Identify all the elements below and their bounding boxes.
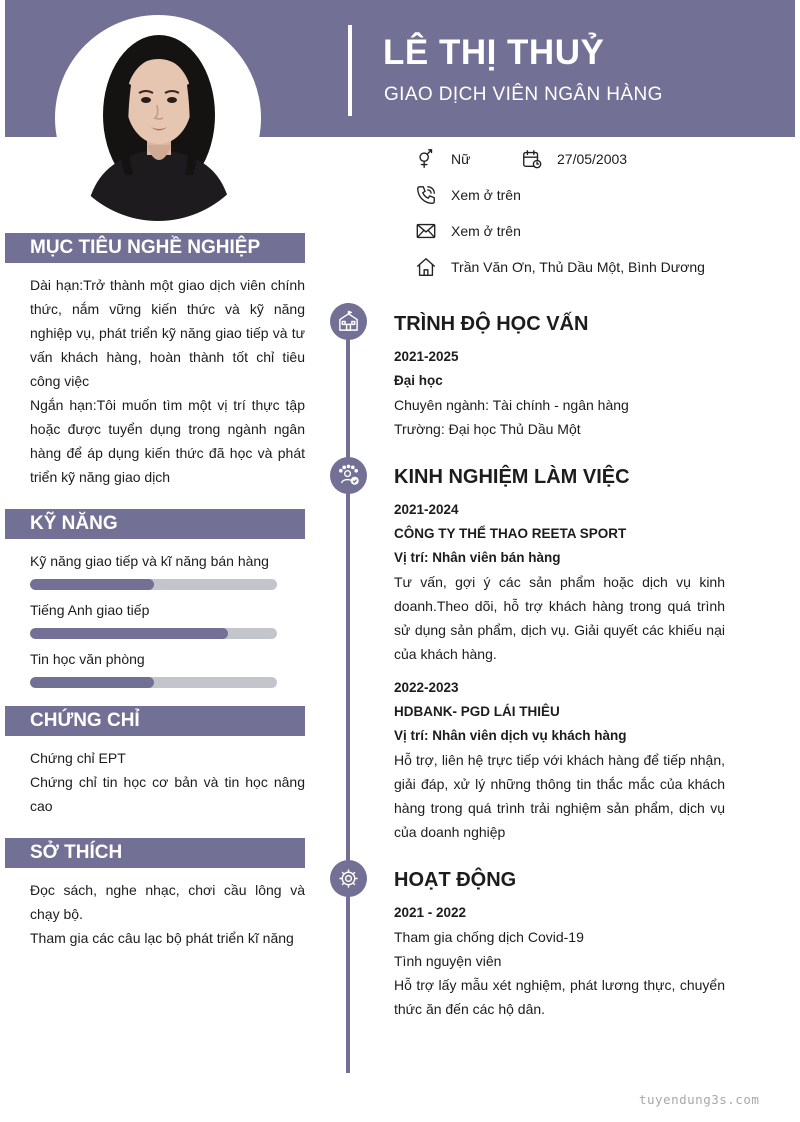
education-period: 2021-2025 bbox=[394, 349, 459, 364]
contact-email bbox=[415, 220, 521, 242]
job-position: Vị trí: Nhân viên dịch vụ khách hàng bbox=[394, 728, 627, 743]
job-description: Tư vấn, gợi ý các sản phẩm hoặc dịch vụ kinh doanh.Theo dõi, hỗ trợ khách hàng trong quá trình sử dụng sản phẩm, dịch vụ. Giải quyết các khiếu nại của khách hàng. bbox=[394, 574, 725, 662]
portrait-photo bbox=[55, 15, 261, 221]
skill-item bbox=[30, 649, 277, 688]
job-company: CÔNG TY THỂ THAO REETA SPORT bbox=[394, 526, 627, 541]
certificates-heading: CHỨNG CHỈ bbox=[5, 706, 305, 736]
job-title: GIAO DỊCH VIÊN NGÂN HÀNG bbox=[384, 84, 663, 105]
skill-bar-track bbox=[30, 628, 277, 639]
team-icon bbox=[337, 464, 360, 487]
skill-bar-track bbox=[30, 579, 277, 590]
skills-heading: KỸ NĂNG bbox=[5, 509, 305, 539]
experience-heading: KINH NGHIỆM LÀM VIỆC bbox=[394, 466, 630, 488]
phone-value: Xem ở trên bbox=[451, 187, 521, 203]
education-icon-badge bbox=[330, 303, 367, 340]
gender-icon bbox=[415, 148, 437, 170]
calendar-icon bbox=[521, 148, 543, 170]
experience-icon-badge bbox=[330, 457, 367, 494]
experience-job bbox=[394, 676, 725, 844]
activity-item: Tình nguyện viên bbox=[394, 953, 502, 969]
hobbies-list bbox=[30, 878, 305, 950]
contact-birthdate bbox=[521, 148, 627, 170]
objective-long-term: Dài hạn:Trở thành một giao dịch viên chính thức, nắm vững kiến thức và kỹ năng nghiệp vụ, phát triển kỹ năng giao tiếp và tư vấn khách hàng, hoàn thành tốt chỉ tiêu công việc bbox=[30, 277, 305, 389]
header-divider bbox=[348, 25, 352, 116]
skill-bar-fill bbox=[30, 579, 154, 590]
skill-label: Kỹ năng giao tiếp và kĩ năng bán hàng bbox=[30, 553, 269, 569]
activities-block bbox=[394, 901, 725, 1021]
skill-item bbox=[30, 600, 277, 639]
activities-period: 2021 - 2022 bbox=[394, 905, 467, 920]
experience-job bbox=[394, 498, 725, 666]
skill-bar-fill bbox=[30, 628, 228, 639]
skill-label: Tin học văn phòng bbox=[30, 651, 145, 667]
skill-bar-fill bbox=[30, 677, 154, 688]
activities-heading: HOẠT ĐỘNG bbox=[394, 869, 517, 891]
candidate-name: LÊ THỊ THUỶ bbox=[383, 33, 605, 72]
school-icon bbox=[337, 310, 360, 333]
skill-label: Tiếng Anh giao tiếp bbox=[30, 602, 150, 618]
hobby-item: Đọc sách, nghe nhạc, chơi cầu lông và chạy bộ. bbox=[30, 882, 305, 922]
gender-value: Nữ bbox=[451, 151, 471, 167]
objective-text bbox=[30, 273, 305, 489]
skill-item bbox=[30, 551, 277, 590]
envelope-icon bbox=[415, 220, 437, 242]
hobby-item: Tham gia các câu lạc bộ phát triển kĩ năng bbox=[30, 930, 294, 946]
hobbies-heading: SỞ THÍCH bbox=[5, 838, 305, 868]
home-icon bbox=[415, 256, 437, 278]
activity-item: Hỗ trợ lấy mẫu xét nghiệm, phát lương thực, chuyển thức ăn đến các hộ dân. bbox=[394, 977, 725, 1017]
job-description: Hỗ trợ, liên hệ trực tiếp với khách hàng để tiếp nhận, giải đáp, xử lý những thông tin thắc mắc của khách hàng trong quá trình trải nghiệm sản phẩm, dịch vụ của doanh nghiệp bbox=[394, 752, 725, 840]
job-period: 2021-2024 bbox=[394, 502, 459, 517]
contact-gender bbox=[415, 148, 470, 170]
avatar bbox=[55, 15, 261, 221]
certificate-item: Chứng chỉ EPT bbox=[30, 750, 126, 766]
activities-icon-badge bbox=[330, 860, 367, 897]
certificates-list bbox=[30, 746, 305, 818]
objective-short-term: Ngắn hạn:Tôi muốn tìm một vị trí thực tập hoặc được tuyển dụng trong ngành ngân hàng để áp dụng kiến thức đã học và phát triển kỹ năng giao dịch bbox=[30, 397, 305, 485]
skill-bar-track bbox=[30, 677, 277, 688]
gear-icon bbox=[337, 867, 360, 890]
activity-item: Tham gia chống dịch Covid-19 bbox=[394, 929, 584, 945]
certificate-item: Chứng chỉ tin học cơ bản và tin học nâng cao bbox=[30, 774, 305, 814]
education-degree: Đại học bbox=[394, 373, 443, 388]
birthdate-value: 27/05/2003 bbox=[557, 151, 628, 167]
job-company: HDBANK- PGD LÁI THIÊU bbox=[394, 704, 560, 719]
address-value: Trần Văn Ơn, Thủ Dầu Một, Bình Dương bbox=[451, 259, 705, 275]
education-block bbox=[394, 345, 725, 441]
education-major: Chuyên ngành: Tài chính - ngân hàng bbox=[394, 397, 629, 413]
education-school: Trường: Đại học Thủ Dầu Một bbox=[394, 421, 581, 437]
contact-phone bbox=[415, 184, 521, 206]
timeline-line bbox=[346, 303, 350, 1073]
education-heading: TRÌNH ĐỘ HỌC VẤN bbox=[394, 313, 589, 335]
watermark: tuyendung3s.com bbox=[639, 1092, 760, 1107]
job-period: 2022-2023 bbox=[394, 680, 459, 695]
contact-address bbox=[415, 256, 705, 278]
objective-heading: MỤC TIÊU NGHỀ NGHIỆP bbox=[5, 233, 305, 263]
job-position: Vị trí: Nhân viên bán hàng bbox=[394, 550, 561, 565]
phone-icon bbox=[415, 184, 437, 206]
email-value: Xem ở trên bbox=[451, 223, 521, 239]
